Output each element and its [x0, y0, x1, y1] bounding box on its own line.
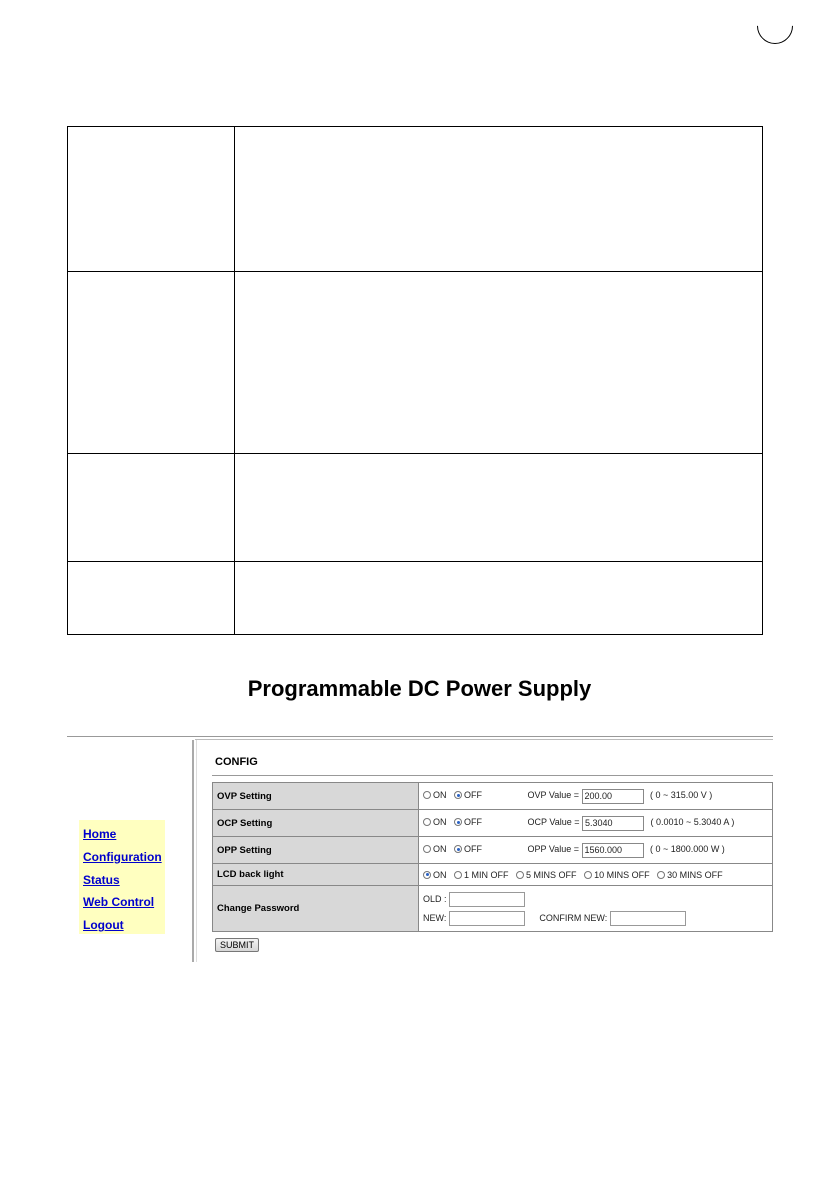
lcd-option-1min[interactable]: [454, 870, 509, 880]
table-row-lcd: [213, 864, 773, 886]
ovp-range: ( 0 ~ 315.00 V ): [650, 790, 713, 801]
new-password-input[interactable]: [449, 911, 525, 926]
config-table: [212, 782, 773, 932]
ocp-controls: [419, 810, 773, 837]
document-table: [67, 126, 763, 635]
lcd-option-label: 30 MINS OFF: [667, 869, 723, 880]
ocp-on-label: ON: [433, 817, 447, 828]
nav-link-configuration[interactable]: Configuration: [83, 849, 162, 864]
nav-link-home[interactable]: Home: [83, 827, 117, 841]
table-row-opp: [213, 837, 773, 864]
table-row-password: [213, 886, 773, 932]
ocp-value-input[interactable]: 5.3040: [582, 816, 644, 831]
ocp-range: ( 0.0010 ~ 5.3040 A ): [650, 817, 735, 828]
submit-button[interactable]: SUBMIT: [215, 938, 259, 952]
opp-off-option[interactable]: [454, 844, 482, 854]
lcd-option-30mins[interactable]: [657, 870, 723, 880]
lcd-controls: [419, 864, 773, 886]
old-password-line: [423, 890, 768, 909]
ovp-on-option[interactable]: [423, 790, 447, 800]
ovp-off-label: OFF: [464, 790, 483, 801]
side-nav: [79, 820, 165, 934]
lcd-on-radio[interactable]: [423, 871, 431, 879]
table-row-ocp: [213, 810, 773, 837]
ocp-on-radio[interactable]: [423, 818, 431, 826]
ovp-off-radio[interactable]: [454, 791, 462, 799]
nav-link-status[interactable]: Status: [83, 872, 120, 887]
opp-off-radio[interactable]: [454, 845, 462, 853]
table-row-divider: [68, 271, 762, 272]
password-controls: [419, 886, 773, 932]
opp-on-radio[interactable]: [423, 845, 431, 853]
opp-range: ( 0 ~ 1800.000 W ): [650, 844, 725, 855]
ovp-on-radio[interactable]: [423, 791, 431, 799]
opp-on-option[interactable]: [423, 844, 447, 854]
lcd-1min-radio[interactable]: [454, 871, 462, 879]
ocp-value-label: OCP Value =: [527, 817, 580, 828]
config-rule: [212, 775, 773, 776]
lcd-30mins-radio[interactable]: [657, 871, 665, 879]
new-password-label: NEW:: [423, 912, 447, 923]
ocp-off-radio[interactable]: [454, 818, 462, 826]
old-password-input[interactable]: [449, 892, 525, 907]
confirm-password-label: CONFIRM NEW:: [539, 912, 608, 923]
nav-link-logout[interactable]: Logout: [83, 918, 124, 933]
confirm-password-input[interactable]: [610, 911, 686, 926]
table-column-divider: [234, 127, 235, 634]
ovp-on-label: ON: [433, 790, 447, 801]
config-title: CONFIG: [215, 756, 258, 768]
opp-value-label: OPP Value =: [527, 844, 579, 855]
ocp-setting-label: OCP Setting: [213, 810, 419, 837]
web-config-screenshot: [67, 736, 773, 962]
lcd-option-label: ON: [433, 869, 447, 880]
lcd-backlight-label: LCD back light: [213, 864, 419, 886]
ocp-on-option[interactable]: [423, 817, 447, 827]
table-row-divider: [68, 453, 762, 454]
table-row-ovp: [213, 783, 773, 810]
ocp-off-option[interactable]: [454, 817, 482, 827]
lcd-option-5mins[interactable]: [516, 870, 577, 880]
ovp-value-label: OVP Value =: [527, 790, 579, 801]
top-rule: [67, 736, 773, 737]
ovp-setting-label: OVP Setting: [213, 783, 419, 810]
lcd-option-10mins[interactable]: [584, 870, 650, 880]
frame-divider[interactable]: [192, 740, 197, 962]
ovp-controls: [419, 783, 773, 810]
opp-controls: [419, 837, 773, 864]
change-password-label: Change Password: [213, 886, 419, 932]
lcd-option-label: 5 MINS OFF: [526, 869, 577, 880]
lcd-option-label: 1 MIN OFF: [464, 869, 509, 880]
table-row-divider: [68, 561, 762, 562]
ocp-off-label: OFF: [464, 817, 483, 828]
lcd-10mins-radio[interactable]: [584, 871, 592, 879]
config-panel: [212, 740, 773, 950]
ovp-off-option[interactable]: [454, 790, 482, 800]
opp-on-label: ON: [433, 844, 447, 855]
nav-link-web-control[interactable]: Web Control: [83, 895, 155, 910]
lcd-option-label: 10 MINS OFF: [594, 869, 650, 880]
new-password-line: [423, 909, 768, 928]
lcd-option-on[interactable]: [423, 870, 447, 880]
opp-value-input[interactable]: 1560.000: [582, 843, 644, 858]
page-corner-mark: [750, 1, 801, 52]
ovp-value-input[interactable]: 200.00: [582, 789, 644, 804]
old-password-label: OLD :: [423, 893, 447, 904]
lcd-5mins-radio[interactable]: [516, 871, 524, 879]
opp-setting-label: OPP Setting: [213, 837, 419, 864]
page-heading: Programmable DC Power Supply: [247, 676, 592, 701]
opp-off-label: OFF: [464, 844, 483, 855]
